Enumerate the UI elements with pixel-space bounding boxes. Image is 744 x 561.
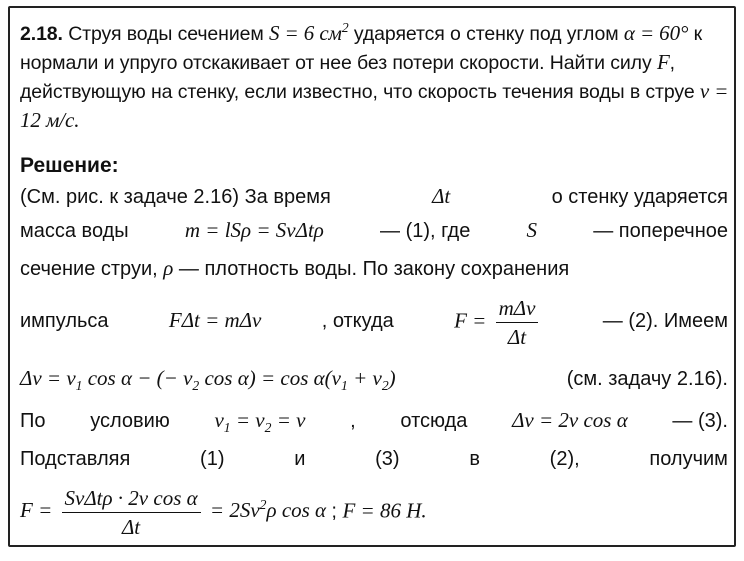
text: масса воды — [20, 220, 129, 242]
solution-line-1 — [20, 184, 728, 209]
text: (1) — [200, 448, 225, 470]
formula: ρ — [163, 256, 174, 280]
text: — (3). — [672, 410, 728, 432]
text: — (1), где — [380, 220, 471, 242]
problem-number: 2.18. — [20, 23, 63, 45]
delta-v-formula: $\Delta v = v_1$ cos α − (− $v_2$ $\cos \alpha) = \cos \alpha(v_1 + v_2)$ — [20, 366, 396, 394]
speed-equality: $v_1 = v_2 = v$ — [214, 408, 306, 436]
solution-line-3 — [20, 256, 728, 281]
text: , — [350, 410, 356, 432]
text: получим — [649, 448, 728, 470]
solution-line-8 — [20, 484, 728, 541]
text: — (2). Имеем — [602, 310, 728, 333]
solution-line-6 — [20, 408, 728, 436]
problem-text-4: , действующую на стенку, если известно, что скорость течения воды в струе — [20, 52, 700, 103]
text: По — [20, 410, 46, 432]
text: , откуда — [321, 310, 394, 333]
formula: Δv = 2v cos α — [512, 408, 628, 432]
text: в — [469, 448, 480, 470]
formula: S — [526, 218, 538, 242]
impulse-formula: FΔt = mΔv — [168, 308, 262, 333]
problem-text-2: ударяется о стенку под углом — [348, 23, 624, 45]
text: (3) — [375, 448, 400, 470]
force-symbol: F — [656, 50, 670, 74]
final-formula: F = $\frac{\text{SvΔtρ · 2v cos α}}{\Delta t}$ = $2Sv^2\rho$ cos α — [20, 486, 327, 539]
answer: F = 86 Н. — [342, 498, 427, 523]
problem-text-1: Струя воды сечением — [62, 23, 269, 45]
solution-line-5 — [20, 366, 728, 394]
text: (См. рис. к задаче 2.16) За время — [20, 186, 331, 208]
text: — поперечное — [593, 220, 728, 242]
text: и — [294, 448, 306, 470]
text: (см. задачу 2.16). — [566, 368, 728, 390]
problem-statement — [20, 14, 732, 135]
text: Подставляя — [20, 448, 131, 470]
text: о стенку ударяется — [551, 186, 728, 208]
text: — плотность воды. По закону сохранения — [178, 258, 570, 280]
force-fraction: F = $\frac{\text{mΔv}}{\Delta t}$ — [454, 294, 542, 351]
text: сечение струи, — [20, 258, 158, 280]
text: ; — [331, 500, 337, 523]
angle-value: α = 60° — [623, 21, 689, 45]
mass-formula: m = lSρ = SvΔtρ — [184, 218, 324, 242]
formula: Δt — [432, 184, 451, 208]
area-value: S = 6 $см^2$ — [269, 20, 349, 45]
solution-line-4 — [20, 294, 728, 351]
solution-line-2 — [20, 218, 728, 243]
problem-text-3: к нормали и упруго отскакивает от нее без потери скорости. Найти силу — [20, 23, 703, 74]
text: условию — [90, 410, 170, 432]
document-page — [8, 6, 736, 547]
solution-line-7 — [20, 448, 728, 471]
text: (2), — [549, 448, 580, 470]
text: отсюда — [400, 410, 468, 432]
solution-title: Решение: — [20, 154, 119, 177]
text: импульса — [20, 310, 109, 333]
speed-value: v = 12 м/с. — [20, 79, 729, 132]
